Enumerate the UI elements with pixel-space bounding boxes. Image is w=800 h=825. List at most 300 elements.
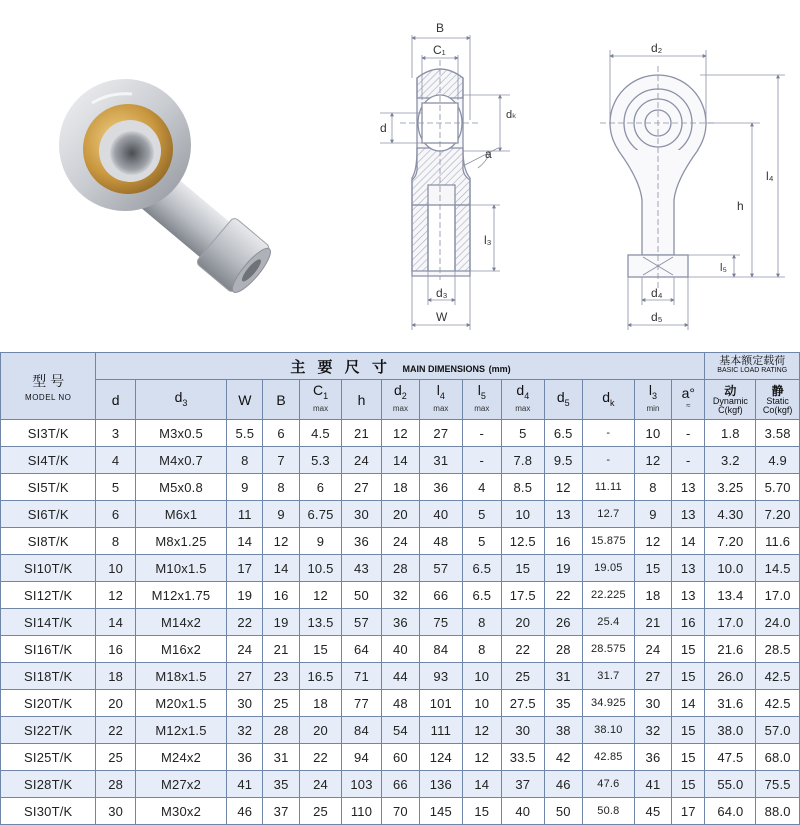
label-a: a	[485, 147, 492, 161]
cell-h: 94	[342, 744, 381, 771]
col-l3	[634, 380, 671, 420]
cell-C1: 6	[299, 474, 342, 501]
cell-d2: 54	[381, 717, 419, 744]
cell-dk: 34.925	[582, 690, 634, 717]
cell-d: 22	[96, 717, 135, 744]
col-d2-label: d	[393, 382, 402, 399]
cell-a: 17	[672, 798, 705, 825]
cell-d3: M3x0.5	[135, 420, 226, 447]
cell-l5: 12	[462, 717, 501, 744]
cell-l5: 8	[462, 609, 501, 636]
col-l4-note: max	[433, 403, 449, 413]
cell-C1: 18	[299, 690, 342, 717]
cell-l3: 15	[634, 555, 671, 582]
cell-d2: 20	[381, 501, 419, 528]
cell-a: 13	[672, 582, 705, 609]
cell-h: 103	[342, 771, 381, 798]
col-d4-sub: 4	[524, 390, 530, 401]
table-row	[1, 582, 800, 609]
cell-d3: M18x1.5	[135, 663, 226, 690]
spec-table-container	[0, 352, 800, 819]
cell-d: 8	[96, 528, 135, 555]
cell-dk: 22.225	[582, 582, 634, 609]
cell-a: 15	[672, 771, 705, 798]
header-main-unit: (mm)	[488, 363, 511, 374]
cell-d2: 70	[381, 798, 419, 825]
cell-a: 15	[672, 636, 705, 663]
cell-d3: M10x1.5	[135, 555, 226, 582]
col-d2	[381, 380, 419, 420]
cell-d4: 22	[502, 636, 545, 663]
cell-d2: 28	[381, 555, 419, 582]
cell-B: 23	[263, 663, 299, 690]
header-load-cn: 基本额定载荷	[719, 355, 786, 367]
cell-d4: 12.5	[502, 528, 545, 555]
cell-a: 15	[672, 717, 705, 744]
cell-W: 8	[227, 447, 263, 474]
cell-dk: 42.85	[582, 744, 634, 771]
cell-dk: 11.11	[582, 474, 634, 501]
cell-a: -	[672, 420, 705, 447]
col-a	[672, 380, 705, 420]
cell-static: 14.5	[756, 555, 800, 582]
col-l3-sub: 3	[652, 390, 658, 401]
col-d5-sub: 5	[564, 397, 570, 408]
cell-d2: 60	[381, 744, 419, 771]
cell-d5: 42	[544, 744, 582, 771]
cell-a: 13	[672, 474, 705, 501]
label-d4: d₄	[651, 286, 663, 300]
cell-dk: -	[582, 447, 634, 474]
cell-C1: 4.5	[299, 420, 342, 447]
cell-C1: 15	[299, 636, 342, 663]
cell-d3: M24x2	[135, 744, 226, 771]
cell-W: 24	[227, 636, 263, 663]
cell-d: 3	[96, 420, 135, 447]
cell-d5: 22	[544, 582, 582, 609]
cell-static: 68.0	[756, 744, 800, 771]
cell-d2: 44	[381, 663, 419, 690]
cell-a: 16	[672, 609, 705, 636]
cell-d3: M5x0.8	[135, 474, 226, 501]
cell-d4: 25	[502, 663, 545, 690]
cell-d: 18	[96, 663, 135, 690]
cell-C1: 24	[299, 771, 342, 798]
col-d5-label: d	[556, 388, 565, 405]
cell-h: 71	[342, 663, 381, 690]
cell-model: SI6T/K	[1, 501, 96, 528]
cell-d5: 9.5	[544, 447, 582, 474]
label-d3: d₃	[436, 286, 448, 300]
cell-d4: 10	[502, 501, 545, 528]
cell-model: SI4T/K	[1, 447, 96, 474]
col-static-en: Static	[766, 395, 789, 406]
cell-d4: 33.5	[502, 744, 545, 771]
cell-dk: -	[582, 420, 634, 447]
col-a-approx: ≈	[686, 401, 691, 410]
cell-h: 57	[342, 609, 381, 636]
spec-table-body	[1, 420, 800, 825]
cell-static: 88.0	[756, 798, 800, 825]
table-row	[1, 744, 800, 771]
label-l5: l₅	[720, 262, 727, 274]
col-d3-sub: 3	[182, 397, 188, 408]
cell-l3: 32	[634, 717, 671, 744]
cell-dynamic: 3.2	[705, 447, 756, 474]
cell-C1: 5.3	[299, 447, 342, 474]
col-h-label: h	[357, 391, 366, 408]
cell-a: 14	[672, 690, 705, 717]
col-l5-note: max	[474, 403, 490, 413]
cell-static: 42.5	[756, 663, 800, 690]
cell-dynamic: 3.25	[705, 474, 756, 501]
cell-a: 14	[672, 528, 705, 555]
cell-dk: 28.575	[582, 636, 634, 663]
cell-B: 28	[263, 717, 299, 744]
table-row	[1, 474, 800, 501]
cell-d2: 36	[381, 609, 419, 636]
col-C1	[299, 380, 342, 420]
cell-d5: 12	[544, 474, 582, 501]
cell-model: SI10T/K	[1, 555, 96, 582]
cell-W: 30	[227, 690, 263, 717]
header-load-rating	[705, 353, 800, 380]
label-h: h	[737, 199, 744, 213]
label-d5: d₅	[651, 310, 663, 324]
cell-static: 75.5	[756, 771, 800, 798]
cell-B: 7	[263, 447, 299, 474]
cell-l3: 41	[634, 771, 671, 798]
cell-dynamic: 31.6	[705, 690, 756, 717]
cell-l4: 66	[420, 582, 463, 609]
cell-d5: 28	[544, 636, 582, 663]
cell-C1: 13.5	[299, 609, 342, 636]
cell-d4: 5	[502, 420, 545, 447]
col-B-label: B	[276, 391, 286, 408]
cell-C1: 9	[299, 528, 342, 555]
cell-l3: 9	[634, 501, 671, 528]
cell-model: SI20T/K	[1, 690, 96, 717]
cell-model: SI8T/K	[1, 528, 96, 555]
cell-d3: M8x1.25	[135, 528, 226, 555]
cell-d: 5	[96, 474, 135, 501]
cell-static: 57.0	[756, 717, 800, 744]
cell-B: 21	[263, 636, 299, 663]
col-dk-sub: k	[610, 397, 615, 408]
product-photo	[59, 79, 277, 299]
cell-d2: 48	[381, 690, 419, 717]
cell-dynamic: 47.5	[705, 744, 756, 771]
cell-d5: 35	[544, 690, 582, 717]
cell-model: SI14T/K	[1, 609, 96, 636]
cell-d3: M27x2	[135, 771, 226, 798]
col-static-unit: Co(kgf)	[762, 404, 793, 415]
table-row	[1, 447, 800, 474]
cell-l4: 101	[420, 690, 463, 717]
cell-d2: 14	[381, 447, 419, 474]
cell-h: 21	[342, 420, 381, 447]
col-d4-label: d	[516, 382, 525, 399]
cell-dynamic: 1.8	[705, 420, 756, 447]
cell-l3: 12	[634, 528, 671, 555]
col-static-cn: 静	[771, 383, 784, 398]
cell-l4: 75	[420, 609, 463, 636]
cell-C1: 6.75	[299, 501, 342, 528]
cell-d: 28	[96, 771, 135, 798]
col-B	[263, 380, 299, 420]
label-d2: d₂	[651, 41, 663, 55]
cell-dynamic: 13.4	[705, 582, 756, 609]
cell-l4: 40	[420, 501, 463, 528]
cell-d: 10	[96, 555, 135, 582]
cell-d2: 24	[381, 528, 419, 555]
cell-C1: 16.5	[299, 663, 342, 690]
cell-l5: 6.5	[462, 555, 501, 582]
col-a-degree: °	[689, 385, 695, 401]
label-W: W	[436, 310, 448, 324]
cell-h: 27	[342, 474, 381, 501]
cell-W: 11	[227, 501, 263, 528]
cell-d4: 15	[502, 555, 545, 582]
cell-W: 46	[227, 798, 263, 825]
cell-l4: 145	[420, 798, 463, 825]
cell-dynamic: 4.30	[705, 501, 756, 528]
cell-d3: M12x1.5	[135, 717, 226, 744]
cell-d2: 40	[381, 636, 419, 663]
cell-d2: 32	[381, 582, 419, 609]
cell-static: 3.58	[756, 420, 800, 447]
cell-d: 4	[96, 447, 135, 474]
cell-l5: 15	[462, 798, 501, 825]
col-d-label: d	[111, 391, 120, 408]
cell-d5: 6.5	[544, 420, 582, 447]
cell-d4: 30	[502, 717, 545, 744]
cell-model: SI22T/K	[1, 717, 96, 744]
col-d3-label: d	[174, 388, 183, 405]
label-B: B	[436, 21, 445, 35]
col-dynamic-en: Dynamic	[712, 395, 748, 406]
cell-B: 16	[263, 582, 299, 609]
cell-dynamic: 10.0	[705, 555, 756, 582]
cell-d5: 46	[544, 771, 582, 798]
cell-model: SI30T/K	[1, 798, 96, 825]
cell-l4: 111	[420, 717, 463, 744]
cell-a: 13	[672, 555, 705, 582]
cell-a: 15	[672, 744, 705, 771]
cell-l4: 136	[420, 771, 463, 798]
col-d2-note: max	[392, 403, 408, 413]
cell-dk: 15.875	[582, 528, 634, 555]
cell-dk: 12.7	[582, 501, 634, 528]
cell-dk: 38.10	[582, 717, 634, 744]
label-d: d	[380, 121, 387, 135]
cell-B: 37	[263, 798, 299, 825]
col-C1-sub: 1	[323, 390, 329, 401]
cell-d3: M4x0.7	[135, 447, 226, 474]
cell-l4: 27	[420, 420, 463, 447]
cell-W: 9	[227, 474, 263, 501]
cell-dk: 19.05	[582, 555, 634, 582]
table-row	[1, 420, 800, 447]
table-row	[1, 555, 800, 582]
cell-dynamic: 21.6	[705, 636, 756, 663]
cell-d5: 13	[544, 501, 582, 528]
cell-static: 5.70	[756, 474, 800, 501]
cell-l5: 8	[462, 636, 501, 663]
cell-W: 27	[227, 663, 263, 690]
cell-B: 25	[263, 690, 299, 717]
cell-W: 36	[227, 744, 263, 771]
cell-d3: M20x1.5	[135, 690, 226, 717]
cell-l5: 10	[462, 663, 501, 690]
col-d2-sub: 2	[401, 390, 407, 401]
cell-B: 19	[263, 609, 299, 636]
cell-l5: -	[462, 420, 501, 447]
cell-B: 6	[263, 420, 299, 447]
cell-l5: 6.5	[462, 582, 501, 609]
cell-d4: 17.5	[502, 582, 545, 609]
col-C1-note: max	[312, 403, 329, 413]
cell-W: 41	[227, 771, 263, 798]
cell-d5: 50	[544, 798, 582, 825]
cell-l3: 8	[634, 474, 671, 501]
cell-dynamic: 64.0	[705, 798, 756, 825]
cell-model: SI12T/K	[1, 582, 96, 609]
cell-dynamic: 26.0	[705, 663, 756, 690]
col-l5	[462, 380, 501, 420]
cell-l3: 12	[634, 447, 671, 474]
table-row	[1, 663, 800, 690]
cell-h: 84	[342, 717, 381, 744]
cell-d2: 12	[381, 420, 419, 447]
cell-model: SI28T/K	[1, 771, 96, 798]
cell-W: 14	[227, 528, 263, 555]
cell-d4: 40	[502, 798, 545, 825]
col-h	[342, 380, 381, 420]
label-l4: l₄	[766, 169, 774, 183]
col-a-label: a	[681, 385, 690, 401]
cell-dynamic: 55.0	[705, 771, 756, 798]
cell-l3: 30	[634, 690, 671, 717]
spec-table	[0, 352, 800, 825]
cell-d3: M12x1.75	[135, 582, 226, 609]
cell-d5: 31	[544, 663, 582, 690]
cell-l5: -	[462, 447, 501, 474]
cell-W: 32	[227, 717, 263, 744]
cell-l3: 27	[634, 663, 671, 690]
cell-h: 50	[342, 582, 381, 609]
col-l3-note: min	[646, 403, 660, 413]
cell-W: 5.5	[227, 420, 263, 447]
cell-static: 24.0	[756, 609, 800, 636]
cell-model: SI25T/K	[1, 744, 96, 771]
cell-a: 15	[672, 663, 705, 690]
col-d4	[502, 380, 545, 420]
cell-static: 28.5	[756, 636, 800, 663]
cell-C1: 25	[299, 798, 342, 825]
cell-h: 30	[342, 501, 381, 528]
cell-d: 25	[96, 744, 135, 771]
cell-h: 24	[342, 447, 381, 474]
cell-h: 110	[342, 798, 381, 825]
cell-model: SI18T/K	[1, 663, 96, 690]
cell-static: 11.6	[756, 528, 800, 555]
col-dynamic-unit: C(kgf)	[718, 404, 743, 415]
front-view	[600, 50, 785, 330]
cell-dk: 47.6	[582, 771, 634, 798]
cell-B: 35	[263, 771, 299, 798]
cell-d: 16	[96, 636, 135, 663]
col-dynamic	[705, 380, 756, 420]
table-row	[1, 798, 800, 825]
header-model-cn: 型 号	[32, 372, 65, 389]
table-row	[1, 636, 800, 663]
cell-B: 14	[263, 555, 299, 582]
header-model	[1, 353, 96, 420]
cell-model: SI16T/K	[1, 636, 96, 663]
cell-l4: 48	[420, 528, 463, 555]
table-row	[1, 501, 800, 528]
cell-static: 17.0	[756, 582, 800, 609]
cell-l3: 24	[634, 636, 671, 663]
cell-l4: 124	[420, 744, 463, 771]
cell-d5: 19	[544, 555, 582, 582]
label-l3: l₃	[484, 233, 492, 247]
col-W-label: W	[238, 391, 252, 408]
cell-dynamic: 38.0	[705, 717, 756, 744]
table-row	[1, 771, 800, 798]
cell-d5: 16	[544, 528, 582, 555]
col-static	[756, 380, 800, 420]
cell-h: 43	[342, 555, 381, 582]
cell-l3: 45	[634, 798, 671, 825]
label-C1: C₁	[433, 43, 446, 57]
cell-W: 22	[227, 609, 263, 636]
cell-l3: 10	[634, 420, 671, 447]
cell-d4: 37	[502, 771, 545, 798]
col-dynamic-cn: 动	[724, 383, 737, 398]
col-d3	[135, 380, 226, 420]
cell-h: 77	[342, 690, 381, 717]
col-dk-label: d	[602, 388, 611, 405]
col-W	[227, 380, 263, 420]
col-l4	[420, 380, 463, 420]
table-row	[1, 690, 800, 717]
cell-dynamic: 7.20	[705, 528, 756, 555]
cell-B: 12	[263, 528, 299, 555]
cell-d5: 26	[544, 609, 582, 636]
cell-C1: 22	[299, 744, 342, 771]
cell-d3: M16x2	[135, 636, 226, 663]
cell-d3: M14x2	[135, 609, 226, 636]
cell-B: 9	[263, 501, 299, 528]
cell-dk: 25.4	[582, 609, 634, 636]
cell-d4: 7.8	[502, 447, 545, 474]
cell-d4: 27.5	[502, 690, 545, 717]
table-row	[1, 717, 800, 744]
drawing-area	[0, 0, 800, 352]
cell-d3: M6x1	[135, 501, 226, 528]
drawings-svg	[0, 0, 800, 352]
cell-d: 6	[96, 501, 135, 528]
cell-l4: 31	[420, 447, 463, 474]
header-model-en: MODEL NO	[25, 392, 72, 402]
cell-d: 30	[96, 798, 135, 825]
label-dk: dₖ	[506, 109, 517, 121]
cell-d4: 20	[502, 609, 545, 636]
cell-B: 31	[263, 744, 299, 771]
cell-d4: 8.5	[502, 474, 545, 501]
